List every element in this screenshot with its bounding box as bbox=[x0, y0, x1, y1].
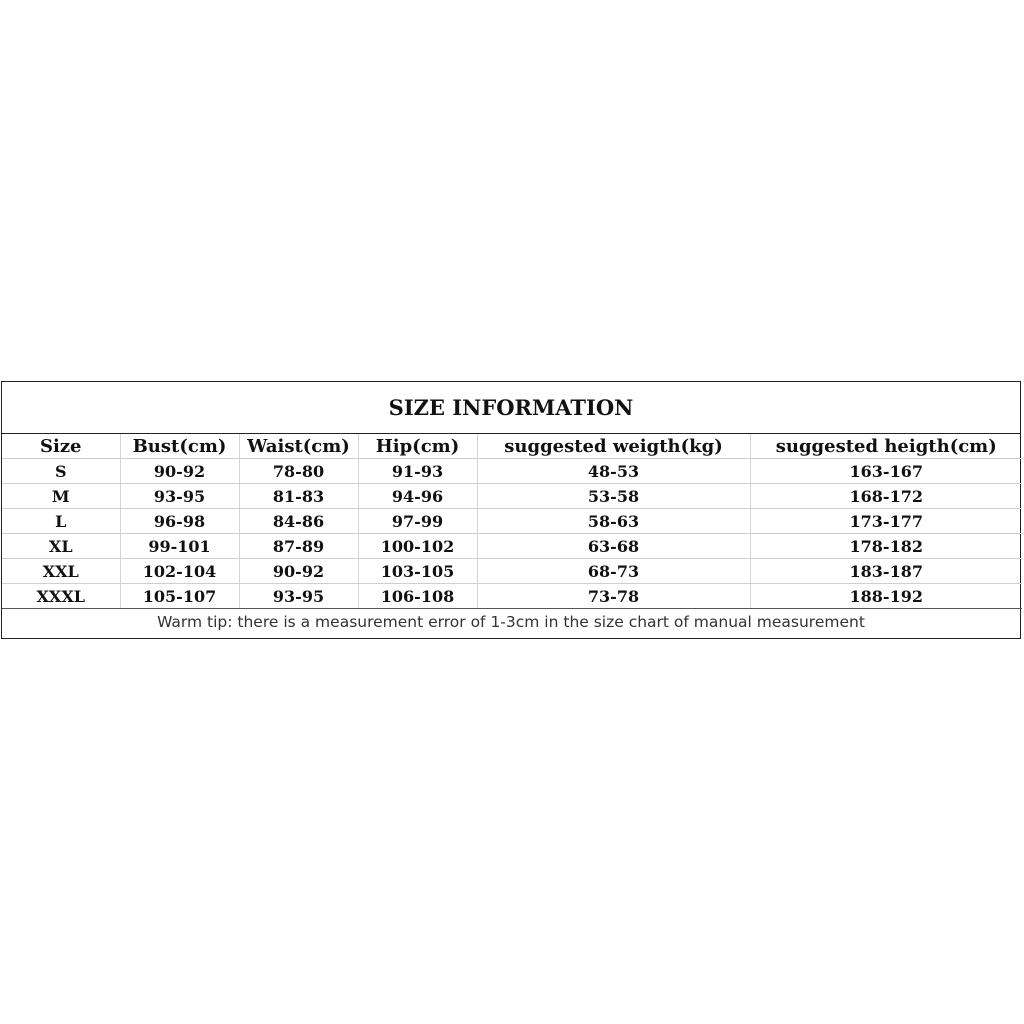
cell-size: L bbox=[2, 509, 120, 534]
cell-bust: 93-95 bbox=[120, 484, 239, 509]
table-row bbox=[2, 509, 1022, 534]
cell-height: 188-192 bbox=[750, 584, 1022, 609]
cell-waist: 87-89 bbox=[239, 534, 358, 559]
warm-tip-footnote: Warm tip: there is a measurement error of 1-3cm in the size chart of manual measurement bbox=[157, 613, 865, 631]
cell-weight: 53-58 bbox=[477, 484, 750, 509]
cell-weight: 58-63 bbox=[477, 509, 750, 534]
cell-bust: 102-104 bbox=[120, 559, 239, 584]
cell-waist: 93-95 bbox=[239, 584, 358, 609]
header-suggested-weight: suggested weigth(kg) bbox=[477, 434, 750, 459]
size-information-panel bbox=[1, 381, 1021, 639]
table-row bbox=[2, 584, 1022, 609]
header-suggested-height: suggested heigth(cm) bbox=[750, 434, 1022, 459]
cell-waist: 81-83 bbox=[239, 484, 358, 509]
cell-hip: 106-108 bbox=[358, 584, 477, 609]
header-hip: Hip(cm) bbox=[358, 434, 477, 459]
cell-waist: 90-92 bbox=[239, 559, 358, 584]
table-row bbox=[2, 484, 1022, 509]
cell-height: 168-172 bbox=[750, 484, 1022, 509]
cell-size: XXXL bbox=[2, 584, 120, 609]
cell-hip: 97-99 bbox=[358, 509, 477, 534]
cell-bust: 105-107 bbox=[120, 584, 239, 609]
cell-height: 163-167 bbox=[750, 459, 1022, 484]
cell-weight: 48-53 bbox=[477, 459, 750, 484]
cell-size: XXL bbox=[2, 559, 120, 584]
header-row bbox=[2, 434, 1022, 459]
cell-weight: 73-78 bbox=[477, 584, 750, 609]
cell-bust: 90-92 bbox=[120, 459, 239, 484]
cell-waist: 84-86 bbox=[239, 509, 358, 534]
table-row bbox=[2, 459, 1022, 484]
cell-bust: 96-98 bbox=[120, 509, 239, 534]
table-row bbox=[2, 559, 1022, 584]
table-row bbox=[2, 534, 1022, 559]
cell-hip: 100-102 bbox=[358, 534, 477, 559]
cell-hip: 103-105 bbox=[358, 559, 477, 584]
cell-waist: 78-80 bbox=[239, 459, 358, 484]
cell-height: 173-177 bbox=[750, 509, 1022, 534]
page-title: SIZE INFORMATION bbox=[2, 382, 1020, 434]
cell-size: XL bbox=[2, 534, 120, 559]
cell-hip: 94-96 bbox=[358, 484, 477, 509]
header-bust: Bust(cm) bbox=[120, 434, 239, 459]
header-size: Size bbox=[2, 434, 120, 459]
cell-weight: 63-68 bbox=[477, 534, 750, 559]
header-waist: Waist(cm) bbox=[239, 434, 358, 459]
cell-hip: 91-93 bbox=[358, 459, 477, 484]
cell-size: S bbox=[2, 459, 120, 484]
size-table bbox=[2, 434, 1022, 609]
cell-height: 183-187 bbox=[750, 559, 1022, 584]
cell-height: 178-182 bbox=[750, 534, 1022, 559]
cell-bust: 99-101 bbox=[120, 534, 239, 559]
cell-size: M bbox=[2, 484, 120, 509]
cell-weight: 68-73 bbox=[477, 559, 750, 584]
